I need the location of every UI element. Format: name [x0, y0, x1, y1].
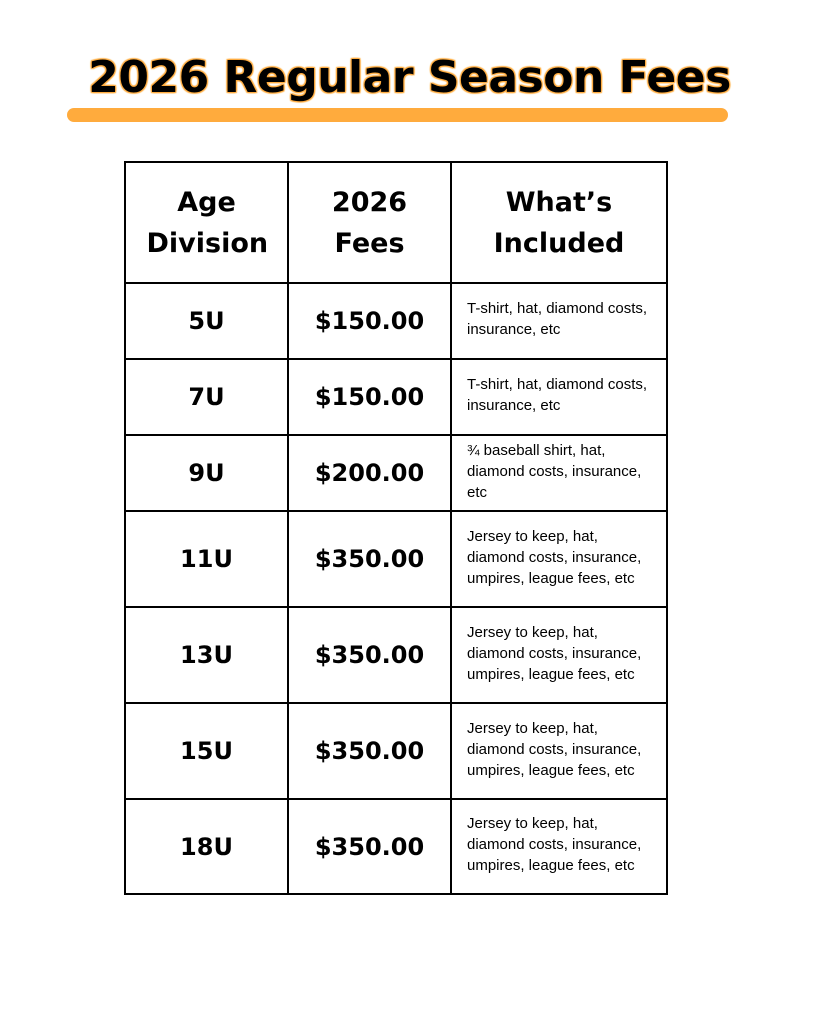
table-row: [125, 511, 667, 607]
fee-cell: $200.00: [288, 435, 451, 511]
age-cell: 5U: [125, 283, 288, 359]
fee-cell: $350.00: [288, 799, 451, 894]
table-row: [125, 283, 667, 359]
header-included: What’s Included: [451, 162, 667, 283]
title-underline: [67, 108, 728, 122]
age-cell: 7U: [125, 359, 288, 435]
header-age-division: Age Division: [125, 162, 288, 283]
header-fees: 2026 Fees: [288, 162, 451, 283]
age-cell: 13U: [125, 607, 288, 703]
table-row: [125, 359, 667, 435]
table-row: [125, 799, 667, 894]
included-cell: Jersey to keep, hat, diamond costs, insurance, umpires, league fees, etc: [451, 607, 667, 703]
table-row: [125, 435, 667, 511]
age-cell: 11U: [125, 511, 288, 607]
table-row: [125, 607, 667, 703]
included-cell: Jersey to keep, hat, diamond costs, insurance, umpires, league fees, etc: [451, 511, 667, 607]
age-cell: 18U: [125, 799, 288, 894]
included-cell: T-shirt, hat, diamond costs, insurance, etc: [451, 283, 667, 359]
fee-cell: $350.00: [288, 703, 451, 799]
table-row: [125, 703, 667, 799]
fee-cell: $350.00: [288, 511, 451, 607]
age-cell: 15U: [125, 703, 288, 799]
fees-table: [124, 161, 668, 895]
page-title: 2026 Regular Season Fees: [88, 52, 731, 103]
included-cell: Jersey to keep, hat, diamond costs, insurance, umpires, league fees, etc: [451, 799, 667, 894]
included-cell: Jersey to keep, hat, diamond costs, insurance, umpires, league fees, etc: [451, 703, 667, 799]
header-row: [125, 162, 667, 283]
fee-cell: $150.00: [288, 359, 451, 435]
fee-cell: $350.00: [288, 607, 451, 703]
included-cell: T-shirt, hat, diamond costs, insurance, etc: [451, 359, 667, 435]
included-cell: ¾ baseball shirt, hat, diamond costs, insurance, etc: [451, 435, 667, 511]
age-cell: 9U: [125, 435, 288, 511]
fee-cell: $150.00: [288, 283, 451, 359]
